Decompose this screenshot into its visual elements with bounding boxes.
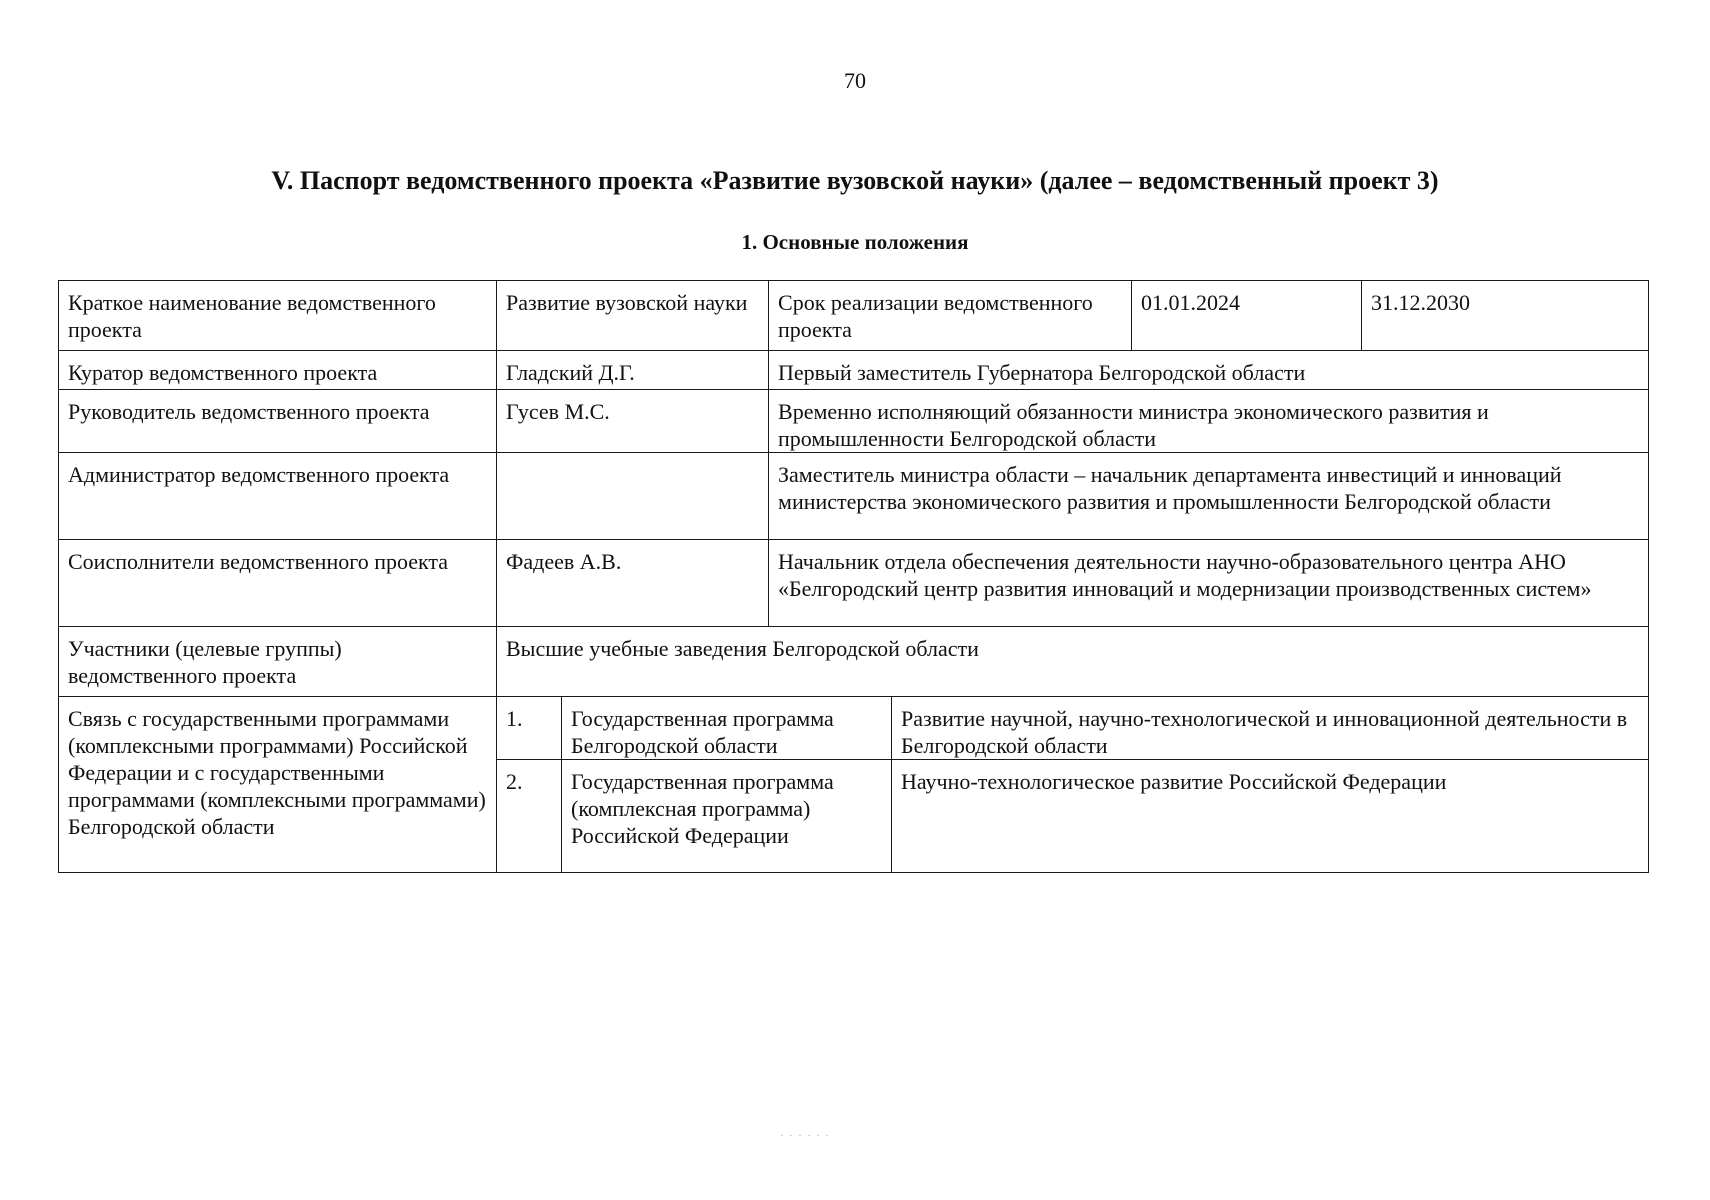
project-passport-table bbox=[58, 280, 1649, 873]
end-date: 31.12.2030 bbox=[1362, 281, 1649, 351]
table-row-co-executors bbox=[59, 540, 1649, 627]
links-label: Связь с государственными программами (комплексными программами) Российской Федерации и с государственными программами (комплексными программами) Белгородской области bbox=[59, 697, 497, 873]
table-row-link-1 bbox=[59, 697, 1649, 760]
table-row-curator bbox=[59, 351, 1649, 390]
administrator-label: Администратор ведомственного проекта bbox=[59, 453, 497, 540]
page-number: 70 bbox=[844, 68, 866, 93]
link-program-name: Развитие научной, научно-технологической и инновационной деятельности в Белгородской области bbox=[892, 697, 1649, 760]
head-label: Руководитель ведомственного проекта bbox=[59, 390, 497, 453]
curator-position: Первый заместитель Губернатора Белгородской области bbox=[769, 351, 1649, 390]
scan-artifact: · · · · · · bbox=[780, 1128, 830, 1142]
link-program-type: Государственная программа Белгородской области bbox=[562, 697, 892, 760]
co-executors-name: Фадеев А.В. bbox=[497, 540, 769, 627]
short-name-label: Краткое наименование ведомственного проекта bbox=[59, 281, 497, 351]
co-executors-label: Соисполнители ведомственного проекта bbox=[59, 540, 497, 627]
link-program-name: Научно-технологическое развитие Российской Федерации bbox=[892, 760, 1649, 873]
curator-label: Куратор ведомственного проекта bbox=[59, 351, 497, 390]
table-row-short-name bbox=[59, 281, 1649, 351]
table-row-participants bbox=[59, 627, 1649, 697]
administrator-position: Заместитель министра области – начальник департамента инвестиций и инноваций министерства экономического развития и промышленности Белгородской области bbox=[769, 453, 1649, 540]
document-title: V. Паспорт ведомственного проекта «Развитие вузовской науки» (далее – ведомственный проект 3) bbox=[271, 166, 1439, 195]
link-program-type: Государственная программа (комплексная программа) Российской Федерации bbox=[562, 760, 892, 873]
period-label: Срок реализации ведомственного проекта bbox=[769, 281, 1132, 351]
curator-name: Гладский Д.Г. bbox=[497, 351, 769, 390]
administrator-name bbox=[497, 453, 769, 540]
participants-value: Высшие учебные заведения Белгородской области bbox=[497, 627, 1649, 697]
table-row-administrator bbox=[59, 453, 1649, 540]
table-row-head bbox=[59, 390, 1649, 453]
short-name-value: Развитие вузовской науки bbox=[497, 281, 769, 351]
section-title: 1. Основные положения bbox=[741, 230, 969, 254]
link-number: 2. bbox=[497, 760, 562, 873]
head-name: Гусев М.С. bbox=[497, 390, 769, 453]
link-number: 1. bbox=[497, 697, 562, 760]
head-position: Временно исполняющий обязанности министра экономического развития и промышленности Белгородской области bbox=[769, 390, 1649, 453]
start-date: 01.01.2024 bbox=[1132, 281, 1362, 351]
participants-label: Участники (целевые группы) ведомственного проекта bbox=[59, 627, 497, 697]
co-executors-position: Начальник отдела обеспечения деятельности научно-образовательного центра АНО «Белгородский центр развития инноваций и модернизации производственных систем» bbox=[769, 540, 1649, 627]
